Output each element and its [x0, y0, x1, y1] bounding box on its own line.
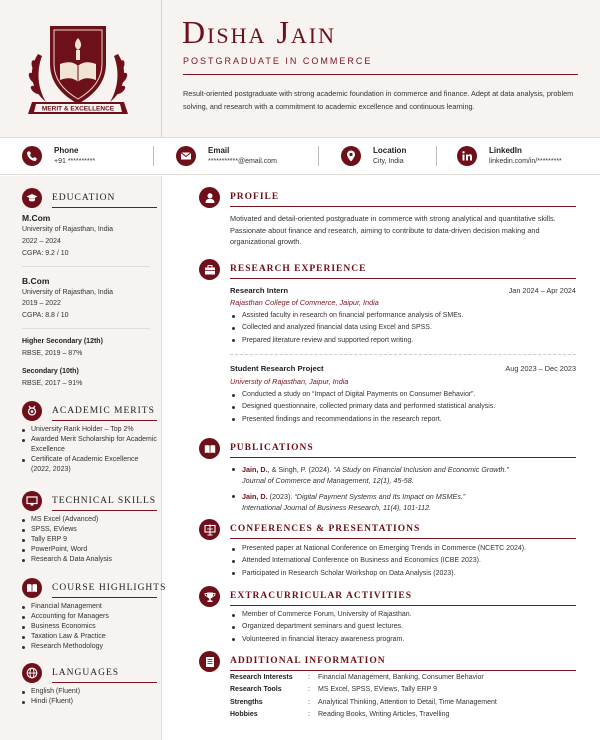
- list-item: Research & Data Analysis: [22, 555, 157, 565]
- section-title: LANGUAGES: [52, 668, 120, 678]
- list-item: Prepared literature review and supported report writing.: [230, 335, 576, 347]
- phone-value[interactable]: +91 **********: [54, 158, 96, 165]
- education-degree: B.Com: [22, 276, 50, 286]
- publication-item: [230, 491, 576, 513]
- section-rule: [230, 605, 576, 606]
- list-item: Member of Commerce Forum, University of Rajasthan.: [230, 609, 576, 621]
- globe-icon: [22, 663, 42, 683]
- languages-heading: [22, 663, 157, 683]
- list-item: Conducted a study on “Impact of Digital Payments on Consumer Behavior”.: [230, 389, 576, 401]
- job-divider: [230, 354, 576, 355]
- trophy-icon: [199, 586, 220, 607]
- document-icon: [199, 651, 220, 672]
- contact-label: Email: [208, 146, 230, 155]
- list-item: Assisted faculty in research on financial performance analysis of SMEs.: [230, 310, 576, 322]
- section-rule: [52, 682, 157, 683]
- linkedin-icon: [457, 146, 477, 166]
- contact-label: Location: [373, 146, 407, 155]
- publication-title: “Digital Payment Systems and Its Impact on MSMEs.”: [294, 492, 466, 501]
- header-summary: Result-oriented postgraduate with strong academic foundation in commerce and finance. Adept at data analysis, problem solving, and research with a commitment to academic excellence and continuous learning.: [183, 89, 574, 111]
- education-degree: Secondary (10th): [22, 368, 79, 375]
- education-degree: Higher Secondary (12th): [22, 338, 103, 345]
- resume-header: [0, 0, 600, 138]
- research-experience-heading: [199, 259, 579, 281]
- extracurricular-list: [230, 609, 576, 646]
- publication-meta: (2023).: [267, 492, 295, 501]
- phone-icon: [22, 146, 42, 166]
- job-dates: Jan 2024 – Apr 2024: [508, 286, 576, 295]
- email-value[interactable]: ***********@email.com: [208, 158, 277, 165]
- candidate-name: Disha Jain: [182, 14, 337, 50]
- education-school: University of Rajasthan, India: [22, 289, 114, 296]
- section-rule: [52, 207, 157, 208]
- section-rule: [230, 206, 576, 207]
- list-item: Presented findings and recommendations in the research report.: [230, 414, 576, 426]
- education-detail: RBSE, 2019 – 87%: [22, 350, 83, 357]
- crest-ribbon-text: MERIT & EXCELLENCE: [41, 105, 115, 113]
- candidate-subtitle: POSTGRADUATE IN COMMERCE: [183, 56, 373, 66]
- location-pin-icon: [341, 146, 361, 166]
- info-colon: :: [308, 686, 310, 694]
- section-rule: [230, 278, 576, 279]
- education-degree: M.Com: [22, 213, 51, 223]
- additional-info-heading: [199, 651, 579, 673]
- info-key: Hobbies: [230, 710, 258, 718]
- publication-meta: , & Singh, P. (2024).: [267, 465, 334, 474]
- contact-separator: [318, 146, 319, 166]
- medal-icon: [22, 401, 42, 421]
- section-rule: [230, 457, 576, 458]
- info-row: [230, 699, 576, 711]
- publications-heading: [199, 438, 579, 460]
- list-item: MS Excel (Advanced): [22, 515, 157, 525]
- list-item: PowerPoint, Word: [22, 545, 157, 555]
- course-highlights-heading: [22, 578, 167, 598]
- additional-info-table: [230, 674, 576, 723]
- profile-text: Motivated and detail-oriented postgraduate in commerce with strong analytical and quantitative skills. Passionate about finance and research, aiming to contribute to data-driven decision making and organizational growth.: [230, 214, 556, 246]
- academic-merits-list: [22, 425, 157, 475]
- publication-journal: Journal of Commerce and Management, 12(1), 45-58.: [242, 476, 414, 485]
- section-rule: [52, 597, 157, 598]
- section-title: EXTRACURRICULAR ACTIVITIES: [230, 591, 412, 601]
- list-item: Volunteered in financial literacy awareness program.: [230, 634, 576, 646]
- publication-journal: International Journal of Business Research, 11(4), 101-112.: [242, 503, 432, 512]
- book-icon: [22, 578, 42, 598]
- list-item: Collected and analyzed financial data using Excel and SPSS.: [230, 322, 576, 334]
- list-item: Business Economics: [22, 622, 157, 632]
- list-item: Certificate of Academic Excellence (2022, 2023): [22, 455, 157, 475]
- job-dates: Aug 2023 – Dec 2023: [505, 364, 576, 373]
- section-title: COURSE HIGHLIGHTS: [52, 583, 167, 593]
- course-highlights-list: [22, 602, 157, 652]
- info-value: Financial Management, Banking, Consumer Behavior: [318, 674, 484, 681]
- contact-label: Phone: [54, 146, 79, 155]
- job-role: Research Intern: [230, 286, 289, 295]
- technical-skills-list: [22, 515, 157, 565]
- info-value: Analytical Thinking, Attention to Detail, Time Management: [318, 698, 497, 706]
- contact-bar: [0, 138, 600, 175]
- info-row: [230, 711, 576, 723]
- list-item: Organized department seminars and guest lectures.: [230, 621, 576, 633]
- job-role: Student Research Project: [230, 364, 324, 373]
- university-crest-icon: [18, 14, 138, 124]
- education-school: University of Rajasthan, India: [22, 226, 114, 233]
- info-key: Strengths: [230, 698, 263, 706]
- publication-title: “A Study on Financial Inclusion and Economic Growth.”: [333, 465, 509, 474]
- job-organization: University of Rajasthan, Jaipur, India: [230, 377, 349, 386]
- monitor-icon: [22, 491, 42, 511]
- info-key: Research Tools: [230, 686, 282, 694]
- list-item: Designed questionnaire, collected primary data and performed statistical analysis.: [230, 401, 576, 413]
- section-rule: [230, 670, 576, 671]
- list-item: Awarded Merit Scholarship for Academic Excellence: [22, 435, 157, 455]
- publication-author: Jain, D.: [242, 492, 268, 501]
- job-bullets: [230, 389, 576, 426]
- graduation-cap-icon: [22, 188, 42, 208]
- email-icon: [176, 146, 196, 166]
- section-title: EDUCATION: [52, 193, 116, 203]
- list-item: Hindi (Fluent): [22, 697, 157, 707]
- contact-separator: [436, 146, 437, 166]
- publications-list: [230, 464, 576, 513]
- linkedin-value[interactable]: linkedin.com/in/*********: [489, 158, 562, 165]
- contact-label: LinkedIn: [489, 146, 522, 155]
- info-row: [230, 674, 576, 686]
- info-colon: :: [308, 710, 310, 718]
- list-item: Participated in Research Scholar Workshop on Data Analysis (2023).: [230, 568, 576, 580]
- education-detail: RBSE, 2017 – 91%: [22, 380, 83, 387]
- conferences-heading: [199, 519, 579, 541]
- user-icon: [199, 187, 220, 208]
- education-score: CGPA: 9.2 / 10: [22, 250, 69, 257]
- list-item: SPSS, EViews: [22, 525, 157, 535]
- education-years: 2022 – 2024: [22, 238, 61, 245]
- section-title: ADDITIONAL INFORMATION: [230, 656, 386, 666]
- location-value: City, India: [373, 158, 404, 165]
- info-value: Reading Books, Writing Articles, Travelling: [318, 710, 450, 718]
- info-colon: :: [308, 698, 310, 706]
- section-rule: [230, 538, 576, 539]
- academic-merits-heading: [22, 401, 157, 421]
- section-title: TECHNICAL SKILLS: [52, 496, 157, 506]
- list-item: Research Methodology: [22, 642, 157, 652]
- section-rule: [52, 420, 157, 421]
- list-item: Accounting for Managers: [22, 612, 157, 622]
- list-item: University Rank Holder – Top 2%: [22, 425, 157, 435]
- languages-list: [22, 687, 157, 707]
- info-colon: :: [308, 674, 310, 681]
- sidebar-divider: [22, 266, 150, 267]
- info-key: Research Interests: [230, 674, 293, 681]
- education-score: CGPA: 8.8 / 10: [22, 312, 69, 319]
- list-item: Taxation Law & Practice: [22, 632, 157, 642]
- info-value: MS Excel, SPSS, EViews, Tally ERP 9: [318, 686, 438, 694]
- section-title: ACADEMIC MERITS: [52, 406, 155, 416]
- education-years: 2019 – 2022: [22, 300, 61, 307]
- profile-heading: [199, 187, 579, 209]
- section-title: CONFERENCES & PRESENTATIONS: [230, 524, 421, 534]
- publication-item: [230, 464, 576, 486]
- list-item: Presented paper at National Conference on Emerging Trends in Commerce (NCETC 2024).: [230, 543, 576, 555]
- job-organization: Rajasthan College of Commerce, Jaipur, India: [230, 298, 379, 307]
- info-row: [230, 686, 576, 698]
- education-heading: [22, 188, 157, 208]
- conferences-list: [230, 543, 576, 580]
- section-title: PROFILE: [230, 192, 280, 202]
- section-title: PUBLICATIONS: [230, 443, 314, 453]
- sidebar-divider: [22, 328, 150, 329]
- publication-author: Jain, D.: [242, 465, 268, 474]
- section-title: RESEARCH EXPERIENCE: [230, 264, 367, 274]
- contact-separator: [153, 146, 154, 166]
- header-divider: [161, 0, 162, 138]
- section-rule: [52, 510, 157, 511]
- list-item: Attended International Conference on Business and Economics (ICBE 2023).: [230, 555, 576, 567]
- open-book-icon: [199, 438, 220, 459]
- technical-skills-heading: [22, 491, 157, 511]
- list-item: Financial Management: [22, 602, 157, 612]
- header-rule: [183, 74, 578, 75]
- job-bullets: [230, 310, 576, 347]
- extracurricular-heading: [199, 586, 579, 608]
- presentation-icon: [199, 519, 220, 540]
- list-item: English (Fluent): [22, 687, 157, 697]
- list-item: Tally ERP 9: [22, 535, 157, 545]
- briefcase-icon: [199, 259, 220, 280]
